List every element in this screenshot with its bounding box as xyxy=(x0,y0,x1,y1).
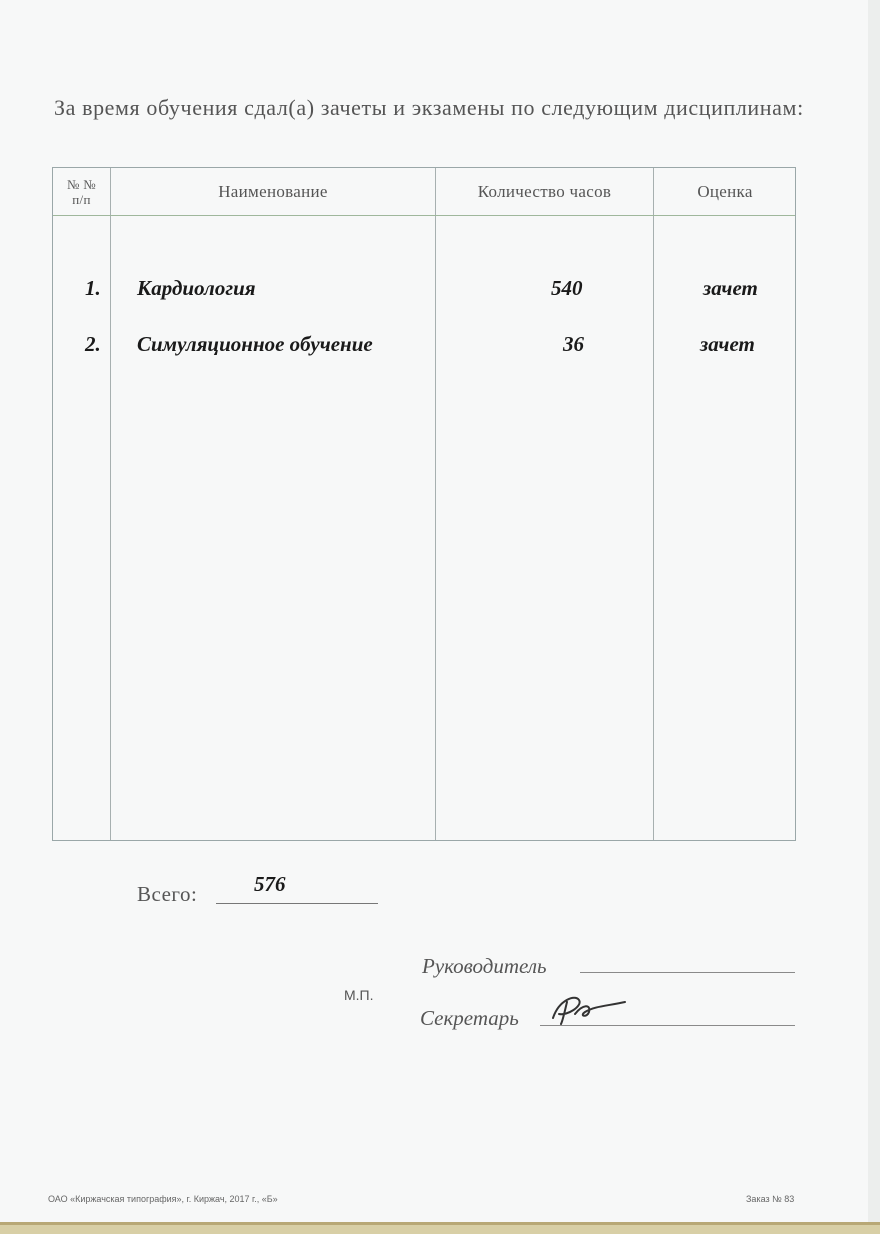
row-hours: 540 xyxy=(551,276,583,300)
column-divider xyxy=(435,168,436,840)
row-grade: зачет xyxy=(703,276,758,300)
row-discipline-name: Симуляционное обучение xyxy=(137,332,373,356)
total-underline xyxy=(216,903,378,904)
order-footer: Заказ № 83 xyxy=(746,1194,795,1204)
header-number xyxy=(53,168,110,215)
page-edge xyxy=(868,0,880,1234)
row-hours: 36 xyxy=(563,332,584,356)
header-name: Наименование xyxy=(218,181,328,201)
header-grade: Оценка xyxy=(697,181,753,201)
total-value: 576 xyxy=(254,872,286,896)
column-divider xyxy=(110,168,111,840)
secretary-signature-label: Секретарь xyxy=(420,1006,519,1030)
head-signature-label: Руководитель xyxy=(422,954,547,978)
head-signature-line xyxy=(580,972,795,973)
printer-footer: ОАО «Киржачская типография», г. Киржач, 2017 г., «Б» xyxy=(48,1194,278,1204)
row-discipline-name: Кардиология xyxy=(137,276,256,300)
header-divider xyxy=(53,215,795,216)
header-number-line1: № № xyxy=(67,176,96,192)
total-label: Всего: xyxy=(137,882,198,906)
stamp-label: М.П. xyxy=(344,987,374,1003)
column-divider xyxy=(653,168,654,840)
secretary-signature-icon xyxy=(545,990,635,1030)
intro-text: За время обучения сдал(а) зачеты и экзамены по следующим дисциплинам: xyxy=(54,95,804,120)
header-hours: Количество часов xyxy=(477,181,612,201)
row-number: 2. xyxy=(85,332,101,356)
scan-bottom-edge xyxy=(0,1222,880,1234)
disciplines-table xyxy=(52,167,796,841)
row-number: 1. xyxy=(85,276,101,300)
header-number-line2: п/п xyxy=(72,191,91,207)
row-grade: зачет xyxy=(700,332,755,356)
